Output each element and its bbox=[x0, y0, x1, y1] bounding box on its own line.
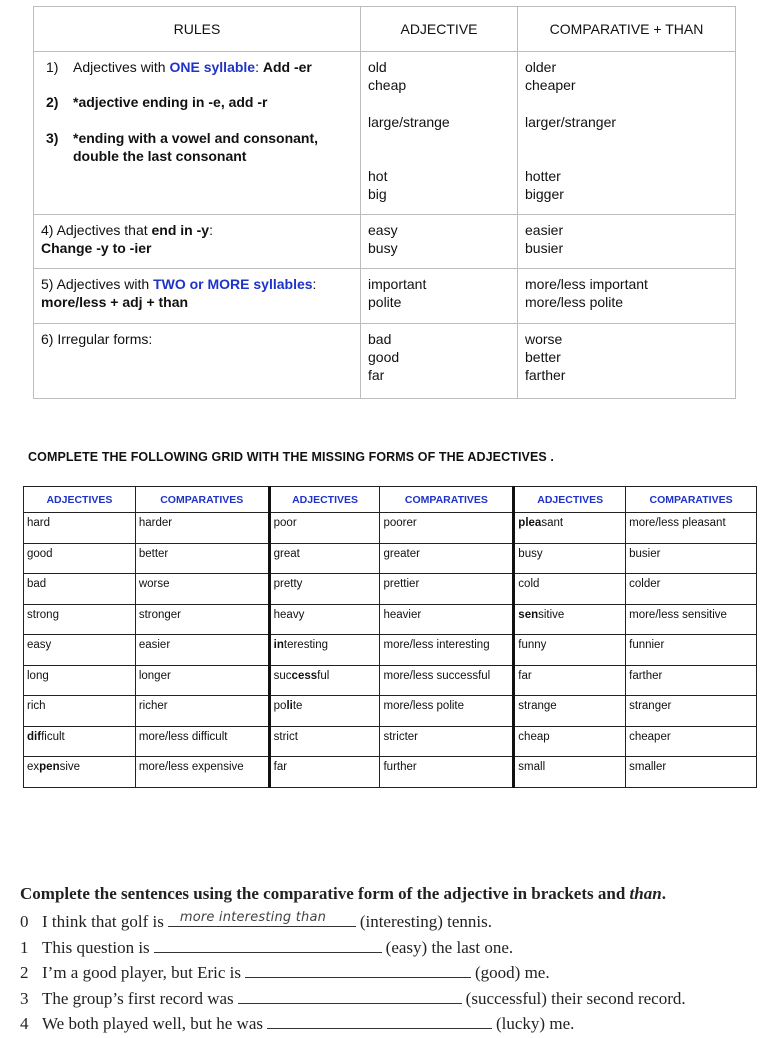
comparative-cell bbox=[626, 726, 757, 757]
exercise-title: Complete the sentences using the comparative form of the adjective in brackets and than. bbox=[20, 884, 666, 903]
sentence-hint: (interesting) tennis. bbox=[359, 912, 493, 931]
cell-text: poor bbox=[273, 517, 297, 529]
grid-row bbox=[24, 665, 757, 696]
grid-row bbox=[24, 726, 757, 757]
adjective-cell bbox=[24, 696, 136, 727]
comparative-cell bbox=[626, 604, 757, 635]
rules-row-two-syllables: 5) Adjectives with TWO or MORE syllables: more/less + adj + than important polite more/less important more/less polite bbox=[34, 269, 736, 324]
comparative-cell bbox=[626, 635, 757, 666]
comparative-cell bbox=[626, 543, 757, 574]
sentence-number: 3 bbox=[20, 988, 29, 1008]
grid-row bbox=[24, 543, 757, 574]
cell-text: busy bbox=[518, 547, 543, 560]
adjective-cell bbox=[24, 604, 136, 635]
rules-row-one-syllable bbox=[34, 52, 736, 215]
cell-text: small bbox=[518, 761, 546, 773]
cell-text: more/less difficult bbox=[138, 730, 228, 743]
comparative-cell bbox=[380, 665, 514, 696]
comparative-cell bbox=[380, 696, 514, 727]
adjective-cell bbox=[269, 604, 380, 635]
comparative-cell bbox=[626, 696, 757, 727]
grid-header: ADJECTIVES bbox=[269, 487, 380, 513]
cell-text-bold: dif bbox=[27, 730, 42, 743]
cell-text-bold: li bbox=[286, 700, 293, 712]
adjective-cell bbox=[514, 513, 626, 544]
cell-text: strange bbox=[518, 700, 557, 712]
sentence-text: I think that golf is bbox=[42, 912, 164, 931]
header-adjective: ADJECTIVE bbox=[361, 7, 518, 52]
comparative-cell bbox=[380, 604, 514, 635]
cell-text: longer bbox=[138, 669, 171, 682]
cell-text: busier bbox=[629, 547, 661, 560]
cell-text: te bbox=[292, 700, 303, 712]
comparative-cell bbox=[380, 513, 514, 544]
adjective-cell bbox=[514, 665, 626, 696]
cell-text: more/less polite bbox=[383, 700, 465, 712]
cell-text: rich bbox=[27, 700, 46, 712]
cell-text: smaller bbox=[629, 761, 667, 773]
comparative-cell bbox=[135, 513, 269, 544]
adjective-cell bbox=[24, 543, 136, 574]
grid-header: ADJECTIVES bbox=[24, 487, 136, 513]
cell-text: easier bbox=[138, 639, 171, 651]
comparative-cell bbox=[380, 726, 514, 757]
adjective-cell bbox=[24, 635, 136, 666]
cell-text: stronger bbox=[138, 608, 182, 621]
comparative-cell bbox=[135, 696, 269, 727]
cell-text: more/less successful bbox=[383, 669, 491, 682]
rule-2: 2) *adjective ending in -e, add -r bbox=[46, 94, 268, 110]
answer-blank[interactable] bbox=[267, 1012, 492, 1029]
cell-text: hard bbox=[27, 517, 51, 529]
comparative-cell bbox=[135, 726, 269, 757]
cell-text: worse bbox=[138, 578, 170, 590]
adjective-cell bbox=[24, 574, 136, 605]
grid-instruction: COMPLETE THE FOLLOWING GRID WITH THE MISSING FORMS OF THE ADJECTIVES . bbox=[28, 450, 554, 464]
cell-text-bold: pen bbox=[39, 761, 60, 773]
grid-row bbox=[24, 635, 757, 666]
handwritten-answer: more interesting than bbox=[179, 910, 327, 925]
cell-text: more/less pleasant bbox=[629, 517, 726, 529]
cell-text: ful bbox=[317, 669, 330, 682]
cell-text: far bbox=[273, 761, 288, 773]
rules-row-irregular: 6) Irregular forms: bad good far worse better farther bbox=[34, 324, 736, 399]
sentence-text: We both played well, but he was bbox=[42, 1014, 263, 1033]
exercise-sentence bbox=[20, 961, 760, 987]
cell-text: strict bbox=[273, 730, 298, 743]
header-comparative: COMPARATIVE + THAN bbox=[518, 7, 736, 52]
sentence-hint: (successful) their second record. bbox=[465, 988, 686, 1008]
adjective-cell bbox=[269, 513, 380, 544]
adjectives-grid bbox=[23, 486, 757, 788]
answer-blank[interactable] bbox=[154, 936, 382, 953]
comparative-exercise bbox=[20, 884, 760, 1038]
cell-text: cheaper bbox=[629, 730, 671, 743]
cell-text: sive bbox=[59, 761, 81, 773]
comparative-cell bbox=[135, 543, 269, 574]
grid-row bbox=[24, 604, 757, 635]
comparative-cell bbox=[626, 665, 757, 696]
grid-header: COMPARATIVES bbox=[626, 487, 757, 513]
adjective-cell bbox=[514, 574, 626, 605]
cell-text: farther bbox=[629, 669, 663, 682]
cell-text: pretty bbox=[273, 578, 303, 590]
exercise-sentence bbox=[20, 910, 760, 936]
cell-text: harder bbox=[138, 517, 173, 529]
cell-text: good bbox=[27, 547, 53, 560]
adjective-cell bbox=[514, 604, 626, 635]
sentence-hint: (good) me. bbox=[475, 963, 550, 982]
cell-text: stricter bbox=[383, 730, 418, 743]
adjective-cell bbox=[514, 696, 626, 727]
grid-row bbox=[24, 696, 757, 727]
answer-blank[interactable] bbox=[238, 987, 462, 1004]
comparative-cell bbox=[135, 635, 269, 666]
adjective-cell bbox=[269, 726, 380, 757]
comparative-cell bbox=[626, 574, 757, 605]
comparative-cell bbox=[626, 757, 757, 788]
cell-text: colder bbox=[629, 578, 661, 590]
comparative-cell bbox=[135, 665, 269, 696]
cell-text-bold: sen bbox=[518, 608, 539, 621]
adjective-cell bbox=[514, 543, 626, 574]
cell-text: greater bbox=[383, 547, 420, 560]
cell-text: strong bbox=[27, 608, 59, 621]
cell-text: poorer bbox=[383, 517, 417, 529]
comparative-cell bbox=[626, 513, 757, 544]
adjective-cell bbox=[24, 757, 136, 788]
grid-row bbox=[24, 513, 757, 544]
cell-text: funnier bbox=[629, 639, 665, 651]
cell-text: more/less sensitive bbox=[629, 608, 727, 621]
comparative-cell bbox=[135, 574, 269, 605]
answer-blank[interactable] bbox=[245, 961, 471, 978]
comparative-cell bbox=[135, 604, 269, 635]
sentence-text: This question is bbox=[42, 937, 150, 957]
cell-text-bold: in bbox=[273, 639, 284, 651]
rule1-adjectives: old cheap large/strange hot big bbox=[361, 52, 518, 215]
comparative-cell bbox=[380, 543, 514, 574]
cell-text-prefix: ex bbox=[27, 761, 40, 773]
cell-text: cold bbox=[518, 578, 540, 590]
cell-text: heavy bbox=[273, 608, 305, 621]
comparative-cell bbox=[135, 757, 269, 788]
sentence-text: The group’s first record was bbox=[42, 988, 234, 1008]
adjective-cell bbox=[514, 726, 626, 757]
grid-header: COMPARATIVES bbox=[380, 487, 514, 513]
exercise-sentence bbox=[20, 1012, 760, 1038]
cell-text: bad bbox=[27, 578, 47, 590]
adjective-cell bbox=[24, 665, 136, 696]
cell-text: far bbox=[518, 669, 532, 682]
header-rules: RULES bbox=[34, 7, 361, 52]
adjective-cell bbox=[269, 696, 380, 727]
cell-text: more/less interesting bbox=[383, 639, 490, 651]
adjective-cell bbox=[269, 635, 380, 666]
cell-text-bold: plea bbox=[518, 517, 542, 529]
rule-3: 3) *ending with a vowel and consonant, double the last consonant bbox=[46, 130, 319, 164]
cell-text-bold: cess bbox=[291, 669, 318, 682]
cell-text: better bbox=[138, 547, 169, 560]
answer-blank[interactable] bbox=[168, 910, 356, 927]
cell-text: sant bbox=[541, 517, 564, 529]
adjective-cell bbox=[24, 513, 136, 544]
adjective-cell bbox=[269, 665, 380, 696]
rules-table bbox=[33, 6, 736, 399]
cell-text: long bbox=[27, 669, 49, 682]
exercise-sentence bbox=[20, 987, 760, 1013]
adjective-cell bbox=[269, 543, 380, 574]
cell-text-prefix: suc bbox=[273, 669, 292, 682]
cell-text: heavier bbox=[383, 608, 422, 621]
cell-text: stranger bbox=[629, 700, 672, 712]
cell-text: funny bbox=[518, 639, 547, 651]
cell-text: ficult bbox=[41, 730, 65, 743]
cell-text: further bbox=[383, 761, 417, 773]
grid-header: COMPARATIVES bbox=[135, 487, 269, 513]
sentence-hint: (lucky) me. bbox=[496, 1014, 575, 1033]
cell-text: cheap bbox=[518, 730, 550, 743]
cell-text: teresting bbox=[283, 639, 328, 651]
sentence-number: 4 bbox=[20, 1014, 29, 1033]
sentence-number: 2 bbox=[20, 963, 29, 982]
rules-row-ending-y: 4) Adjectives that end in -y: Change -y to -ier easy busy easier busier bbox=[34, 215, 736, 269]
grid-row bbox=[24, 757, 757, 788]
grid-row bbox=[24, 574, 757, 605]
rule-1: 1) Adjectives with ONE syllable: Add -er bbox=[46, 59, 312, 75]
rule1-comparatives: older cheaper larger/stranger hotter bigger bbox=[518, 52, 736, 215]
sentence-hint: (easy) the last one. bbox=[385, 937, 514, 957]
cell-text-prefix: po bbox=[273, 700, 287, 712]
cell-text: more/less expensive bbox=[138, 761, 244, 773]
sentence-text: I’m a good player, but Eric is bbox=[42, 963, 242, 982]
cell-text: richer bbox=[138, 700, 168, 712]
grid-header: ADJECTIVES bbox=[514, 487, 626, 513]
adjective-cell bbox=[514, 635, 626, 666]
cell-text: prettier bbox=[383, 578, 420, 590]
adjective-cell bbox=[269, 574, 380, 605]
sentence-number: 1 bbox=[20, 937, 29, 957]
comparative-cell bbox=[380, 757, 514, 788]
adjective-cell bbox=[269, 757, 380, 788]
exercise-sentence bbox=[20, 936, 760, 962]
comparative-cell bbox=[380, 574, 514, 605]
adjective-cell bbox=[514, 757, 626, 788]
comparative-cell bbox=[380, 635, 514, 666]
cell-text: sitive bbox=[538, 608, 565, 621]
adjective-cell bbox=[24, 726, 136, 757]
cell-text: easy bbox=[27, 639, 52, 651]
cell-text: great bbox=[273, 547, 300, 560]
sentence-number: 0 bbox=[20, 912, 29, 931]
